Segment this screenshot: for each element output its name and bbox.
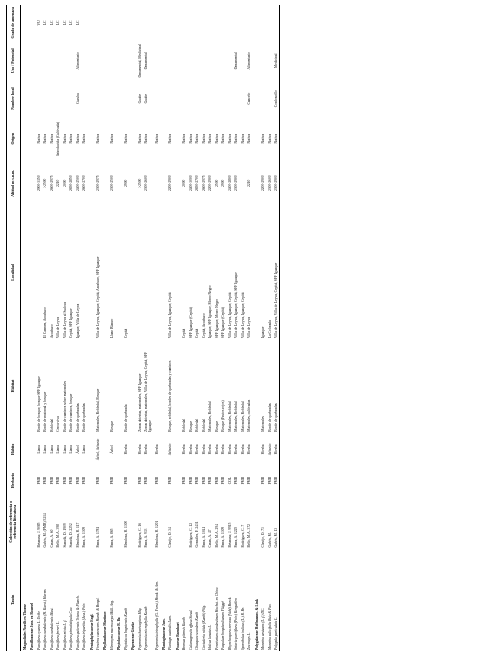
habit-cell: Árbol	[75, 445, 80, 454]
family-name: Phyllanthaceae Martinov	[103, 611, 108, 650]
taxon-cell: Passiflora tripartita (Juss.) Poir.	[82, 602, 87, 650]
altitude-cell: >2500	[137, 178, 142, 188]
locality-cell: Arcabuco	[49, 324, 54, 339]
family-group-row	[253, 5, 260, 651]
habit-cell: Hierba	[221, 444, 226, 455]
origin-cell: Nativa	[201, 133, 206, 144]
taxon-cell: Peperomia hartwegiana Miq.	[137, 607, 142, 650]
habit-cell: Hierba	[208, 444, 213, 455]
herbarium-cell: PMB	[208, 476, 213, 485]
threat-cell: LC	[69, 20, 74, 26]
altitude-cell: 2650-2850	[69, 175, 74, 192]
family-group-row	[101, 5, 108, 651]
altitude-cell: 2400-2500	[75, 175, 80, 192]
table-body	[20, 5, 279, 651]
altitude-cell: 2400-3000	[188, 175, 193, 192]
locality-cell: Cepitá, Arcabuco	[201, 313, 206, 339]
reference-cell: Casas, A. 60	[49, 529, 54, 548]
taxon-cell: Freziera canescens Humb. & Bonpl.	[96, 597, 101, 650]
col-header-habitat: Hábitat	[11, 379, 16, 393]
col-header-origin: Origen	[11, 132, 16, 145]
origin-cell: Nativa	[75, 133, 80, 144]
herbarium-cell: PMB	[75, 476, 80, 485]
herbarium-cell: PMB	[168, 476, 173, 485]
origin-cell: Nativa	[123, 133, 128, 144]
altitude-cell: 2200-2900	[261, 175, 266, 192]
origin-cell: Nativa	[49, 133, 54, 144]
reference-cell: Parra, A. 1309	[221, 526, 226, 548]
habitat-cell: Matorrales, Robledal	[227, 401, 232, 432]
locality-cell: Llano Blanco	[109, 318, 114, 339]
habitat-cell: Robledal	[195, 418, 200, 432]
habit-cell: Hierba	[144, 444, 149, 455]
reference-cell: Bello, M.A. 372	[247, 524, 252, 548]
use-cell: Medicinal	[274, 53, 279, 69]
origin-cell: Nativa	[154, 133, 159, 144]
taxon-cell: Cortaderia nitida (Kunth) Pilg.	[201, 604, 206, 650]
habitat-cell: Matorrales, Robledal	[208, 401, 213, 432]
locality-cell: SFF Iguaque (Cepitá)	[221, 307, 226, 339]
col-header-herbarium: Herbario	[11, 472, 16, 489]
use-cell: Alimentario	[75, 52, 80, 70]
family-name: Pentaphylacaceae Engl.	[89, 613, 94, 650]
habit-cell: Liana	[69, 445, 74, 454]
altitude-cell: 2900-3150	[36, 175, 41, 192]
habit-cell: Hierba	[182, 444, 187, 455]
altitude-cell: 2210	[247, 179, 252, 187]
habit-cell: Hierba	[123, 444, 128, 455]
family-group-row	[174, 5, 181, 651]
altitude-cell: 2300-2900	[274, 175, 279, 192]
altitude-cell: 2400-2800	[227, 175, 232, 192]
herbarium-cell: PMB	[123, 476, 128, 485]
herbarium-cell: PMB	[43, 476, 48, 485]
habit-cell: Hierba	[247, 444, 252, 455]
origin-cell: Nativa	[195, 133, 200, 144]
taxon-cell: Plantago australis Lam.	[168, 615, 173, 650]
origin-cell: Nativa	[188, 133, 193, 144]
locality-cell: Iguaque	[261, 326, 266, 339]
origin-cell: Nativa	[182, 133, 187, 144]
col-header-habit: Hábito	[11, 443, 16, 456]
origin-cell: Nativa	[221, 133, 226, 144]
threat-cell: LC	[49, 20, 54, 26]
family-name: Passifloraceae Juss. ex Roussel	[30, 602, 35, 650]
reference-cell: Bello, M.A. 398	[56, 524, 61, 548]
taxon-cell: Setaria parviflora (Poir.) Kerguélen	[234, 598, 239, 650]
altitude-cell: 2650-2700	[195, 175, 200, 192]
local-name-cell: Curuba	[75, 93, 80, 104]
species-table	[6, 5, 280, 651]
family-group-row	[88, 5, 95, 651]
reference-cell: Galvis, M. 13	[274, 527, 279, 548]
habit-cell: Arbusto	[168, 443, 173, 456]
locality-cell: Iguaque, SFF Iguaque, Morro Negro	[208, 285, 213, 339]
habitat-cell: Borde de caminos, bosque	[69, 393, 74, 432]
locality-cell: Cepitá	[123, 328, 128, 339]
habitat-cell: Matorrales, Robledal	[240, 401, 245, 432]
locality-cell: Villa de Leyva, Iguaque, Cepitá	[227, 292, 232, 339]
locality-cell: SFF Iguaque, Morro Negro	[214, 298, 219, 339]
threat-cell: LC	[62, 20, 67, 26]
reference-cell: Rodríguez, C. 7	[240, 524, 245, 548]
threat-cell: LC	[75, 20, 80, 26]
reference-cell: Rodríguez, C. 12	[188, 522, 193, 548]
taxon-cell: Passiflora cumbalensis (H. Karst.) Harms	[43, 589, 48, 650]
local-name-cell: Guabe	[144, 93, 149, 104]
locality-cell: Villa de Leyva, Iguaque, Cepitá, SFF Iguaque	[234, 272, 239, 339]
reference-cell: Galvis, M.	[267, 532, 272, 548]
herbarium-cell: PMB	[109, 476, 114, 485]
altitude-cell: 2200-2900	[168, 175, 173, 192]
herbarium-cell: PMB	[240, 476, 245, 485]
habit-cell: Hierba	[137, 444, 142, 455]
origin-cell: Nativa	[137, 133, 142, 144]
origin-cell: Nativa	[227, 133, 232, 144]
taxon-cell: Passiflora cyanea L. Uribe	[36, 611, 41, 650]
origin-cell: Nativa	[208, 133, 213, 144]
habit-cell: Liana	[56, 445, 61, 454]
threat-cell: LC	[43, 20, 48, 26]
habitat-cell: Robledal	[201, 418, 206, 432]
origin-cell: Nativa	[267, 133, 272, 144]
col-header-use: Uso / Potencial	[11, 48, 16, 74]
taxon-cell: Passiflora quitensis Triana & Planch.	[75, 595, 80, 650]
habit-cell: Hierba	[188, 444, 193, 455]
origin-cell: Nativa	[247, 133, 252, 144]
use-cell: Ornamental, Medicinal	[137, 44, 142, 78]
herbarium-cell: PMB	[247, 476, 252, 485]
herbarium-cell: PMB	[144, 476, 149, 485]
herbarium-cell: PMB	[221, 476, 226, 485]
family-name: Phytolaccaceae R. Br.	[117, 616, 122, 650]
habit-cell: Hierba	[201, 444, 206, 455]
family-name: Polygalaceae Hoffmanns. & Link	[254, 599, 259, 650]
habitat-cell: Cerca viva	[56, 416, 61, 432]
table-header-row	[7, 5, 21, 651]
reference-cell: Parra, A. 1041	[201, 526, 206, 548]
reference-cell: Parra, A. 1225	[234, 526, 239, 548]
use-cell: Alimentario	[247, 52, 252, 70]
herbarium-cell: PMB	[182, 476, 187, 485]
reference-cell: Rodríguez, C. 16	[137, 522, 142, 548]
altitude-cell: 2300-2500	[109, 175, 114, 192]
reference-cell: Mendoza, H. 117	[75, 522, 80, 548]
habit-cell: Hierba	[195, 444, 200, 455]
habitat-cell: Borde de quebradas	[267, 403, 272, 432]
threat-cell	[143, 5, 154, 41]
family-group-row	[115, 5, 122, 651]
taxon-cell: Chusquea scandens Kunth	[195, 611, 200, 650]
taxon-cell: Peperomia microphylla Kunth	[144, 606, 149, 650]
taxon-cell: Phytolacca bogotensis Kunth	[123, 607, 128, 650]
family-group-row	[129, 5, 136, 651]
habit-cell: Arbusto	[267, 443, 272, 456]
taxon-cell: Passiflora pinnatistipula Cav.	[69, 607, 74, 650]
habitat-cell: Zonas abiertas, matorrales, Villa de Leyva, Cepitá, SFF Iguaque	[144, 352, 153, 432]
herbarium-cell: PMB	[188, 476, 193, 485]
taxon-cell: Monnina aestuans (L. f.) DC.	[261, 607, 266, 650]
reference-cell: Parra, A. 865	[109, 528, 114, 548]
herbarium-cell: PMB	[82, 476, 87, 485]
herbarium-cell: PMB	[261, 476, 266, 485]
locality-cell: SFF Iguaque (Cepitá)	[188, 307, 193, 339]
herbarium-cell: PMB	[69, 476, 74, 485]
origin-cell: Introducida (Cultivada)	[56, 121, 61, 156]
habitat-cell: Matorrales	[261, 416, 266, 432]
reference-cell: Parra, A. 1781	[96, 526, 101, 548]
local-name-cell: Cordoncillo	[274, 90, 279, 108]
habit-cell: Hierba	[234, 444, 239, 455]
altitude-cell: 2500	[214, 179, 219, 187]
origin-cell: Nativa	[82, 133, 87, 144]
origin-cell: Nativa	[240, 133, 245, 144]
taxon-cell: Paspalum bonplandianum Flüggé	[221, 601, 226, 650]
taxon-cell: Passiflora mixta L. f.	[62, 619, 67, 650]
habit-cell: Hierba	[274, 444, 279, 455]
habitat-cell: Borde de quebradas	[274, 403, 279, 432]
taxon-cell: Passiflora cumbalensis Mast.	[49, 607, 54, 650]
habitat-cell: Borde de quebrada	[123, 404, 128, 432]
origin-cell: Nativa	[214, 133, 219, 144]
threat-cell: VU	[36, 20, 41, 26]
herbarium-cell: PMB	[267, 476, 272, 485]
habit-cell: Árbol	[109, 445, 114, 454]
reference-cell: Parra, A. 1309	[82, 526, 87, 548]
altitude-cell: 2600-2975	[49, 175, 54, 192]
altitude-cell: 2900	[123, 179, 128, 187]
reference-cell: Mendoza, H. 1300	[123, 520, 128, 548]
habit-cell: Liana	[82, 445, 87, 454]
herbarium-cell: PMB	[201, 476, 206, 485]
reference-cell: Mendoza, H. 1201	[154, 520, 159, 548]
taxon-cell: Hieronyma macrocarpa Müll. Arg.	[109, 600, 114, 650]
habit-cell: Hierba	[154, 444, 159, 455]
reference-cell: Clavijo, O. 73	[261, 527, 266, 548]
habit-cell: Hierba	[227, 444, 232, 455]
origin-cell: Nativa	[36, 133, 41, 144]
origin-cell: Nativa	[144, 133, 149, 144]
reference-cell: Bello, M.A. 294	[214, 524, 219, 548]
habitat-cell: Robledal	[182, 418, 187, 432]
altitude-cell: 2300-2975	[96, 175, 101, 192]
origin-cell: Nativa	[43, 133, 48, 144]
table-row	[143, 5, 154, 651]
origin-cell: Nativa	[109, 133, 114, 144]
herbarium-cell: PMB	[154, 476, 159, 485]
habitat-cell: Zonas abiertas, matorrales, SFF Iguaque	[137, 373, 142, 432]
locality-cell: Villa de Leyva, Iguaque, Cepitá, Arcabuco, SFF Iguaque	[96, 256, 101, 339]
table-row	[273, 5, 280, 651]
herbarium-cell: COL	[227, 477, 232, 485]
habit-cell: Hierba	[261, 444, 266, 455]
altitude-cell: 2600-2700	[82, 175, 87, 192]
altitude-cell: 2210	[56, 179, 61, 187]
habitat-cell: Borde de caminos sobre matorrales	[62, 381, 67, 432]
reference-cell: Parra, A. 933	[144, 528, 149, 548]
origin-cell: Nativa	[69, 133, 74, 144]
habitat-cell: Robledal	[49, 418, 54, 432]
locality-cell: Cepitá, SFF Iguaque	[69, 308, 74, 339]
local-name-cell: Cancelo	[247, 92, 252, 105]
herbarium-cell: PMB	[36, 476, 41, 485]
col-header-locality: Localidad	[11, 264, 16, 281]
origin-cell: Nativa	[234, 133, 239, 144]
locality-cell: Cepitá	[195, 328, 200, 339]
habitat-cell: Bosque	[109, 420, 114, 432]
habitat-cell: Bosque, robledal, bordes de quebradas y caminos	[168, 360, 173, 432]
col-header-altitude: Altitud m s.n.m.	[11, 169, 16, 197]
altitude-cell: 2200-2900	[208, 175, 213, 192]
habit-cell: Liana	[62, 445, 67, 454]
use-cell: Ornamental	[144, 52, 149, 70]
locality-cell: Villa de Leyva al Sudoca	[62, 302, 67, 339]
herbarium-cell: PMB	[195, 476, 200, 485]
habitat-cell: Bosque	[214, 420, 219, 432]
taxon-cell: Polygala paniculata L.	[274, 616, 279, 650]
family-group-row	[28, 5, 35, 651]
locality-cell: La Colorada	[267, 320, 272, 339]
locality-cell: Villa de Leyva	[247, 317, 252, 339]
reference-cell: Betancur, J. 9085	[36, 522, 41, 548]
taxon-cell: Holcus lanatus L.	[208, 624, 213, 650]
reference-cell: González, F. 2431	[195, 521, 200, 548]
altitude-cell: 2600-2975	[201, 175, 206, 192]
herbarium-cell: PMB	[96, 476, 101, 485]
locality-cell	[143, 206, 154, 340]
reference-cell: Clavijo, O. 34	[168, 527, 173, 548]
col-header-threat: Grado de amenaza	[11, 7, 16, 39]
altitude-cell: 2000	[62, 179, 67, 187]
family-name: Piperaceae Giseke	[131, 621, 136, 650]
family-name: Poaceae Barnhart	[175, 622, 180, 650]
herbarium-cell: PMB	[56, 476, 61, 485]
col-header-local-name: Nombre local	[11, 87, 16, 110]
taxon-cell: Calamagrostis effusa Steud.	[188, 609, 193, 650]
locality-cell: Cepitá	[182, 328, 187, 339]
habitat-cell: Matorrales, Robledal, Bosque	[96, 388, 101, 432]
habitat-cell: Matorrales, cultivadas	[247, 399, 252, 432]
locality-cell: Villa de Leyva, Iguaque, Cepitá	[240, 292, 245, 339]
altitude-cell: 2000	[182, 179, 187, 187]
family-name: Plantaginaceae Juss.	[161, 618, 166, 650]
taxon-cell: Sporobolus indicus (L.) R. Br.	[240, 607, 245, 650]
habit-cell: Árbol, Arbusto	[96, 438, 101, 461]
altitude-cell: >2500	[43, 178, 48, 188]
origin-cell: Nativa	[261, 133, 266, 144]
habitat-cell: Borde de quebradas	[75, 403, 80, 432]
habitat-cell: Borde de matorral y bosque	[43, 391, 48, 432]
local-name-cell: Guabe	[137, 93, 142, 104]
altitude-cell: 2900	[221, 179, 226, 187]
col-header-reference: Colección de referencia o referencia literatura	[9, 500, 18, 543]
taxon-cell: Peperomia tetraphylla (G. Forst.) Hook. & Arn.	[154, 580, 159, 650]
habit-cell: Liana	[36, 445, 41, 454]
habitat-cell: Bosque (Frutos rojos)	[221, 400, 226, 432]
origin-cell: Nativa	[274, 133, 279, 144]
taxon-cell: Monnina salicifolia Ruiz & Pav.	[267, 603, 272, 650]
locality-cell: Villa de Leyva, Villa de Leyva, Cepitá, SFF Iguaque	[274, 262, 279, 339]
family-group-row	[160, 5, 167, 651]
taxon-cell: Bromus pitensis Kunth	[182, 617, 187, 650]
habitat-cell: Bosque	[188, 420, 193, 432]
locality-cell: El Carmen, Arcabuco	[43, 307, 48, 339]
herbarium-cell: PMB	[62, 476, 67, 485]
altitude-cell: 2300-2600	[144, 175, 149, 192]
herbarium-cell: PMB	[274, 476, 279, 485]
threat-cell	[273, 5, 280, 41]
origin-cell: Nativa	[168, 133, 173, 144]
reference-cell: Stancik, D. 2252	[69, 523, 74, 548]
habit-cell: Hierba	[240, 444, 245, 455]
habitat-cell: Matorrales, Robledal	[234, 401, 239, 432]
taxon-cell: Rhynchospora nervosa (Vahl) Boeck.	[227, 596, 232, 650]
habit-cell: Hierba	[214, 444, 219, 455]
reference-cell: Casas, A. 47	[208, 529, 213, 548]
family-name: Magnoliales Nordh ex Thorne	[22, 604, 27, 650]
altitude-cell: 2300-2900	[234, 175, 239, 192]
reference-cell: Betancur, J. 9915	[227, 522, 232, 548]
col-header-taxon: Taxón	[11, 594, 16, 605]
locality-cell: Iguaque, Villa de Leyva	[75, 303, 80, 339]
locality-cell: Villa de Leyva, Iguaque, Cepitá	[168, 292, 173, 339]
herbarium-cell: PMB	[137, 476, 142, 485]
herbarium-cell: PMB	[49, 476, 54, 485]
locality-cell: Villa de Leyva	[56, 317, 61, 339]
herbarium-cell: PMB	[234, 476, 239, 485]
taxon-cell: Zea mays L.	[247, 632, 252, 650]
habit-cell: Liana	[43, 445, 48, 454]
reference-cell: Galvis, M. (PMB) 5214	[43, 513, 48, 548]
origin-cell: Nativa	[62, 133, 67, 144]
habitat-cell: Borde de quebradas	[82, 403, 87, 432]
habit-cell: Liana	[49, 445, 54, 454]
family-group-row	[20, 5, 28, 651]
use-cell: Ornamental	[234, 52, 239, 70]
taxon-cell: Pennisetum clandestinum Hochst. ex Chiov.	[214, 586, 219, 650]
habitat-cell: Borde de bosque, bosque SPF Iguaque	[36, 376, 41, 432]
reference-cell: Stancik, D. 1909	[62, 523, 67, 548]
origin-cell: Nativa	[96, 133, 101, 144]
herbarium-cell: PMB	[214, 476, 219, 485]
threat-cell: LC	[56, 20, 61, 26]
taxon-cell: Passiflora ferreri L.	[56, 621, 61, 650]
altitude-cell: 2300-2600	[267, 175, 272, 192]
